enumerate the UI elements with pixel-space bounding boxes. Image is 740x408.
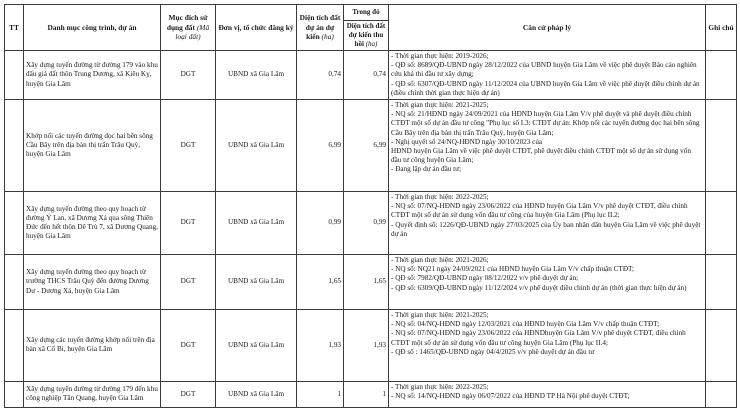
table-row <box>5 191 737 254</box>
row-area: 1 <box>297 381 344 407</box>
row-area-recover: 0,99 <box>344 191 389 254</box>
header-organization: Đơn vị, tổ chức đăng ký <box>216 5 297 51</box>
row-legal-basis <box>389 99 706 191</box>
legal-line: - Thời gian thực hiện: 2019-2026; <box>391 51 489 60</box>
row-area-recover: 1,65 <box>344 254 389 309</box>
row-tt <box>5 254 24 309</box>
row-note <box>706 309 737 381</box>
row-project-name: Xây dựng tuyến đường theo quy hoạch từ đường Ỷ Lan, xã Dương Xá qua sông Thiên Đức đến hết thôn Dê Trù 7, xã Dương Quang, huyện Gia Lâm <box>24 191 161 254</box>
row-legal-basis <box>389 191 706 254</box>
legal-line: - NQ số: 21/HĐND ngày 24/09/2021 của HĐND huyện Gia Lâm V/v phê duyệt và phê duyệt điều chỉnh CTĐT một số dự án đầu tư công "Phụ lục số I.3: CTĐT dự án: Khớp nối các tuyến đường dọc hai bên sông Cầu Bây trên địa bàn thị trấn Trâu Quỳ, huyện Gia Lâm; <box>391 110 700 137</box>
row-area-recover: 1 <box>344 381 389 407</box>
legal-line: - Nghị quyết số 24/NQ-HĐND ngày 30/10/2023 của <box>391 137 543 146</box>
row-organization: UBND xã Gia Lâm <box>216 254 297 309</box>
table-row <box>5 50 737 99</box>
row-tt <box>5 309 24 381</box>
header-area-label: Diện tích đất dự án dự kiến <box>299 13 341 42</box>
row-organization: UBND xã Gia Lâm <box>216 381 297 407</box>
legal-line: - Thời gian thực hiện: 2021-2025; <box>391 310 489 319</box>
row-area: 1,93 <box>297 309 344 381</box>
row-note <box>706 254 737 309</box>
header-tt: TT <box>5 5 24 51</box>
row-organization: UBND xã Gia Lâm <box>216 50 297 99</box>
row-project-name: Xây dựng tuyến đường theo quy hoạch từ trường THCS Trâu Quỳ đến đường Dương Dư - Dương Xá, huyện Gia Lâm <box>24 254 161 309</box>
legal-line: - Thời gian thực hiện: 2021-2025; <box>391 100 489 109</box>
row-area: 6,99 <box>297 99 344 191</box>
table-row <box>5 254 737 309</box>
row-land-code: DGT <box>161 254 216 309</box>
row-land-code: DGT <box>161 99 216 191</box>
row-area: 0,74 <box>297 50 344 99</box>
land-use-project-table <box>4 4 737 408</box>
row-organization: UBND xã Gia Lâm <box>216 191 297 254</box>
row-area: 1,65 <box>297 254 344 309</box>
legal-line: - Quyết định số: 1226/QĐ-UBND ngày 27/03/2025 của Ủy ban nhân dân huyện Gia Lâm về việc phê duyệt dự án <box>391 220 701 238</box>
row-organization: UBND xã Gia Lâm <box>216 99 297 191</box>
table-row <box>5 99 737 191</box>
row-note <box>706 191 737 254</box>
row-area-recover: 6,99 <box>344 99 389 191</box>
table-row <box>5 309 737 381</box>
row-organization: UBND xã Gia Lâm <box>216 309 297 381</box>
header-land-purpose-note: (Mã loại đất) <box>175 22 210 42</box>
row-land-code: DGT <box>161 191 216 254</box>
legal-line: - NQ số: 07/NQ-HĐND ngày 23/06/2022 của HĐND huyện Gia Lâm V/v phê duyệt CTĐT, điều chỉnh CTĐT một số dự án sử dụng vốn đầu tư công của huyện Gia Lâm (Phụ lục II.2; <box>391 202 688 220</box>
header-project-name: Danh mục công trình, dự án <box>24 5 161 51</box>
row-area-recover: 0,74 <box>344 50 389 99</box>
header-area-recover-label: Diện tích đất dự kiến thu hồi <box>346 22 386 48</box>
row-tt <box>5 191 24 254</box>
row-tt <box>5 381 24 407</box>
legal-line: - NQ số: 07/NQ-HĐND ngày 23/06/2022 của HĐNDhuyện Gia Lâm V/v phê duyệt CTĐT, điều chỉnh CTĐT một số dự án sử dụng vốn đầu tư công huyện Gia Lâm (Phụ lục II.4; <box>391 329 686 347</box>
row-land-code: DGT <box>161 381 216 407</box>
row-legal-basis <box>389 309 706 381</box>
row-area: 0,99 <box>297 191 344 254</box>
legal-line: - Thời gian thực hiện: 2022-2025; <box>391 382 489 391</box>
row-tt <box>5 50 24 99</box>
row-note <box>706 50 737 99</box>
header-area-recover-unit: (ha) <box>365 39 378 48</box>
header-legal-basis: Căn cứ pháp lý <box>389 5 706 51</box>
row-tt <box>5 99 24 191</box>
legal-line: - Thời gian thực hiện: 2022-2025; <box>391 192 489 201</box>
table-row <box>5 381 737 407</box>
row-project-name: Khớp nối các tuyến đường dọc hai bên sông Cầu Bây trên địa bàn thị trấn Trâu Quỳ, huyện Gia Lâm <box>24 99 161 191</box>
legal-line: - QĐ số: 6309/QĐ-UBND ngày 11/12/2024 v/v phê duyệt điều chỉnh dự án (thời gian thực hiện dự án) <box>391 283 687 292</box>
row-legal-basis <box>389 254 706 309</box>
legal-line: - NQ số: NQ21 ngày 24/09/2021 của HĐND huyện Gia Lâm V/v chấp thuận CTĐT; <box>391 265 635 274</box>
row-legal-basis <box>389 381 706 407</box>
row-land-code: DGT <box>161 309 216 381</box>
row-land-code: DGT <box>161 50 216 99</box>
legal-line: HĐND huyện Gia Lâm về việc phê duyệt CTĐT, phê duyệt điều chỉnh CTĐT một số dự án sử dụng vốn đầu tư công huyện Gia Lâm; <box>391 147 691 165</box>
legal-line: - NQ số: 14/NQ-HĐND ngày 06/07/2022 của HĐND TP Hà Nội phê duyệt CTĐT; <box>391 392 630 401</box>
header-land-purpose-label: Mục đích sử dụng đất <box>166 13 208 32</box>
legal-line: - Đang lập dự án đầu tư; <box>391 165 462 174</box>
row-area-recover: 1,93 <box>344 309 389 381</box>
header-area-unit: (ha) <box>321 32 334 42</box>
row-project-name: Xây dựng tuyến đường từ đường 179 vào khu đấu giá đất thôn Trung Dương, xã Kiêu Kỵ, huyện Gia Lâm <box>24 50 161 99</box>
header-area-recover <box>344 21 389 51</box>
legal-line: - QĐ số: 7982/QĐ-UBND ngày 08/12/2022 v/v phê duyệt dự án; <box>391 274 579 283</box>
header-notes: Ghi chú <box>706 5 737 51</box>
header-of-which: Trong đó <box>344 5 389 21</box>
row-note <box>706 99 737 191</box>
legal-line: - QĐ số : 1465/QĐ-UBND ngày 04/4/2025 v/v phê duyệt dự án đầu tư <box>391 347 595 356</box>
row-note <box>706 381 737 407</box>
row-project-name: Xây dựng tuyến đường từ đường 179 đến khu công nghiệp Tân Quang, huyện Gia Lâm <box>24 381 161 407</box>
legal-line: - QĐ số: 6307/QĐ-UBND ngày 11/12/2024 của UBND huyện Gia Lâm về việc phê duyệt điều chỉnh dự án (điều chỉnh thời gian thực hiện dự án) <box>391 79 700 97</box>
row-legal-basis <box>389 50 706 99</box>
row-project-name: Xây dựng các tuyến đường khớp nối trên địa bàn xã Cổ Bi, huyện Gia Lâm <box>24 309 161 381</box>
header-land-purpose <box>161 5 216 51</box>
legal-line: - QĐ số: 8689/QĐ-UBND ngày 28/12/2022 của UBND huyện Gia Lâm về việc phê duyệt Báo cáo nghiên cứu khả thi đầu tư xây dựng; <box>391 61 697 79</box>
legal-line: - NQ số: 04/NQ-HĐND ngày 12/03/2021 của HĐND huyện Gia Lâm V/v chấp thuận CTĐT; <box>391 320 660 329</box>
header-area <box>297 5 344 51</box>
legal-line: - Thời gian thực hiện: 2021-2026; <box>391 255 489 264</box>
